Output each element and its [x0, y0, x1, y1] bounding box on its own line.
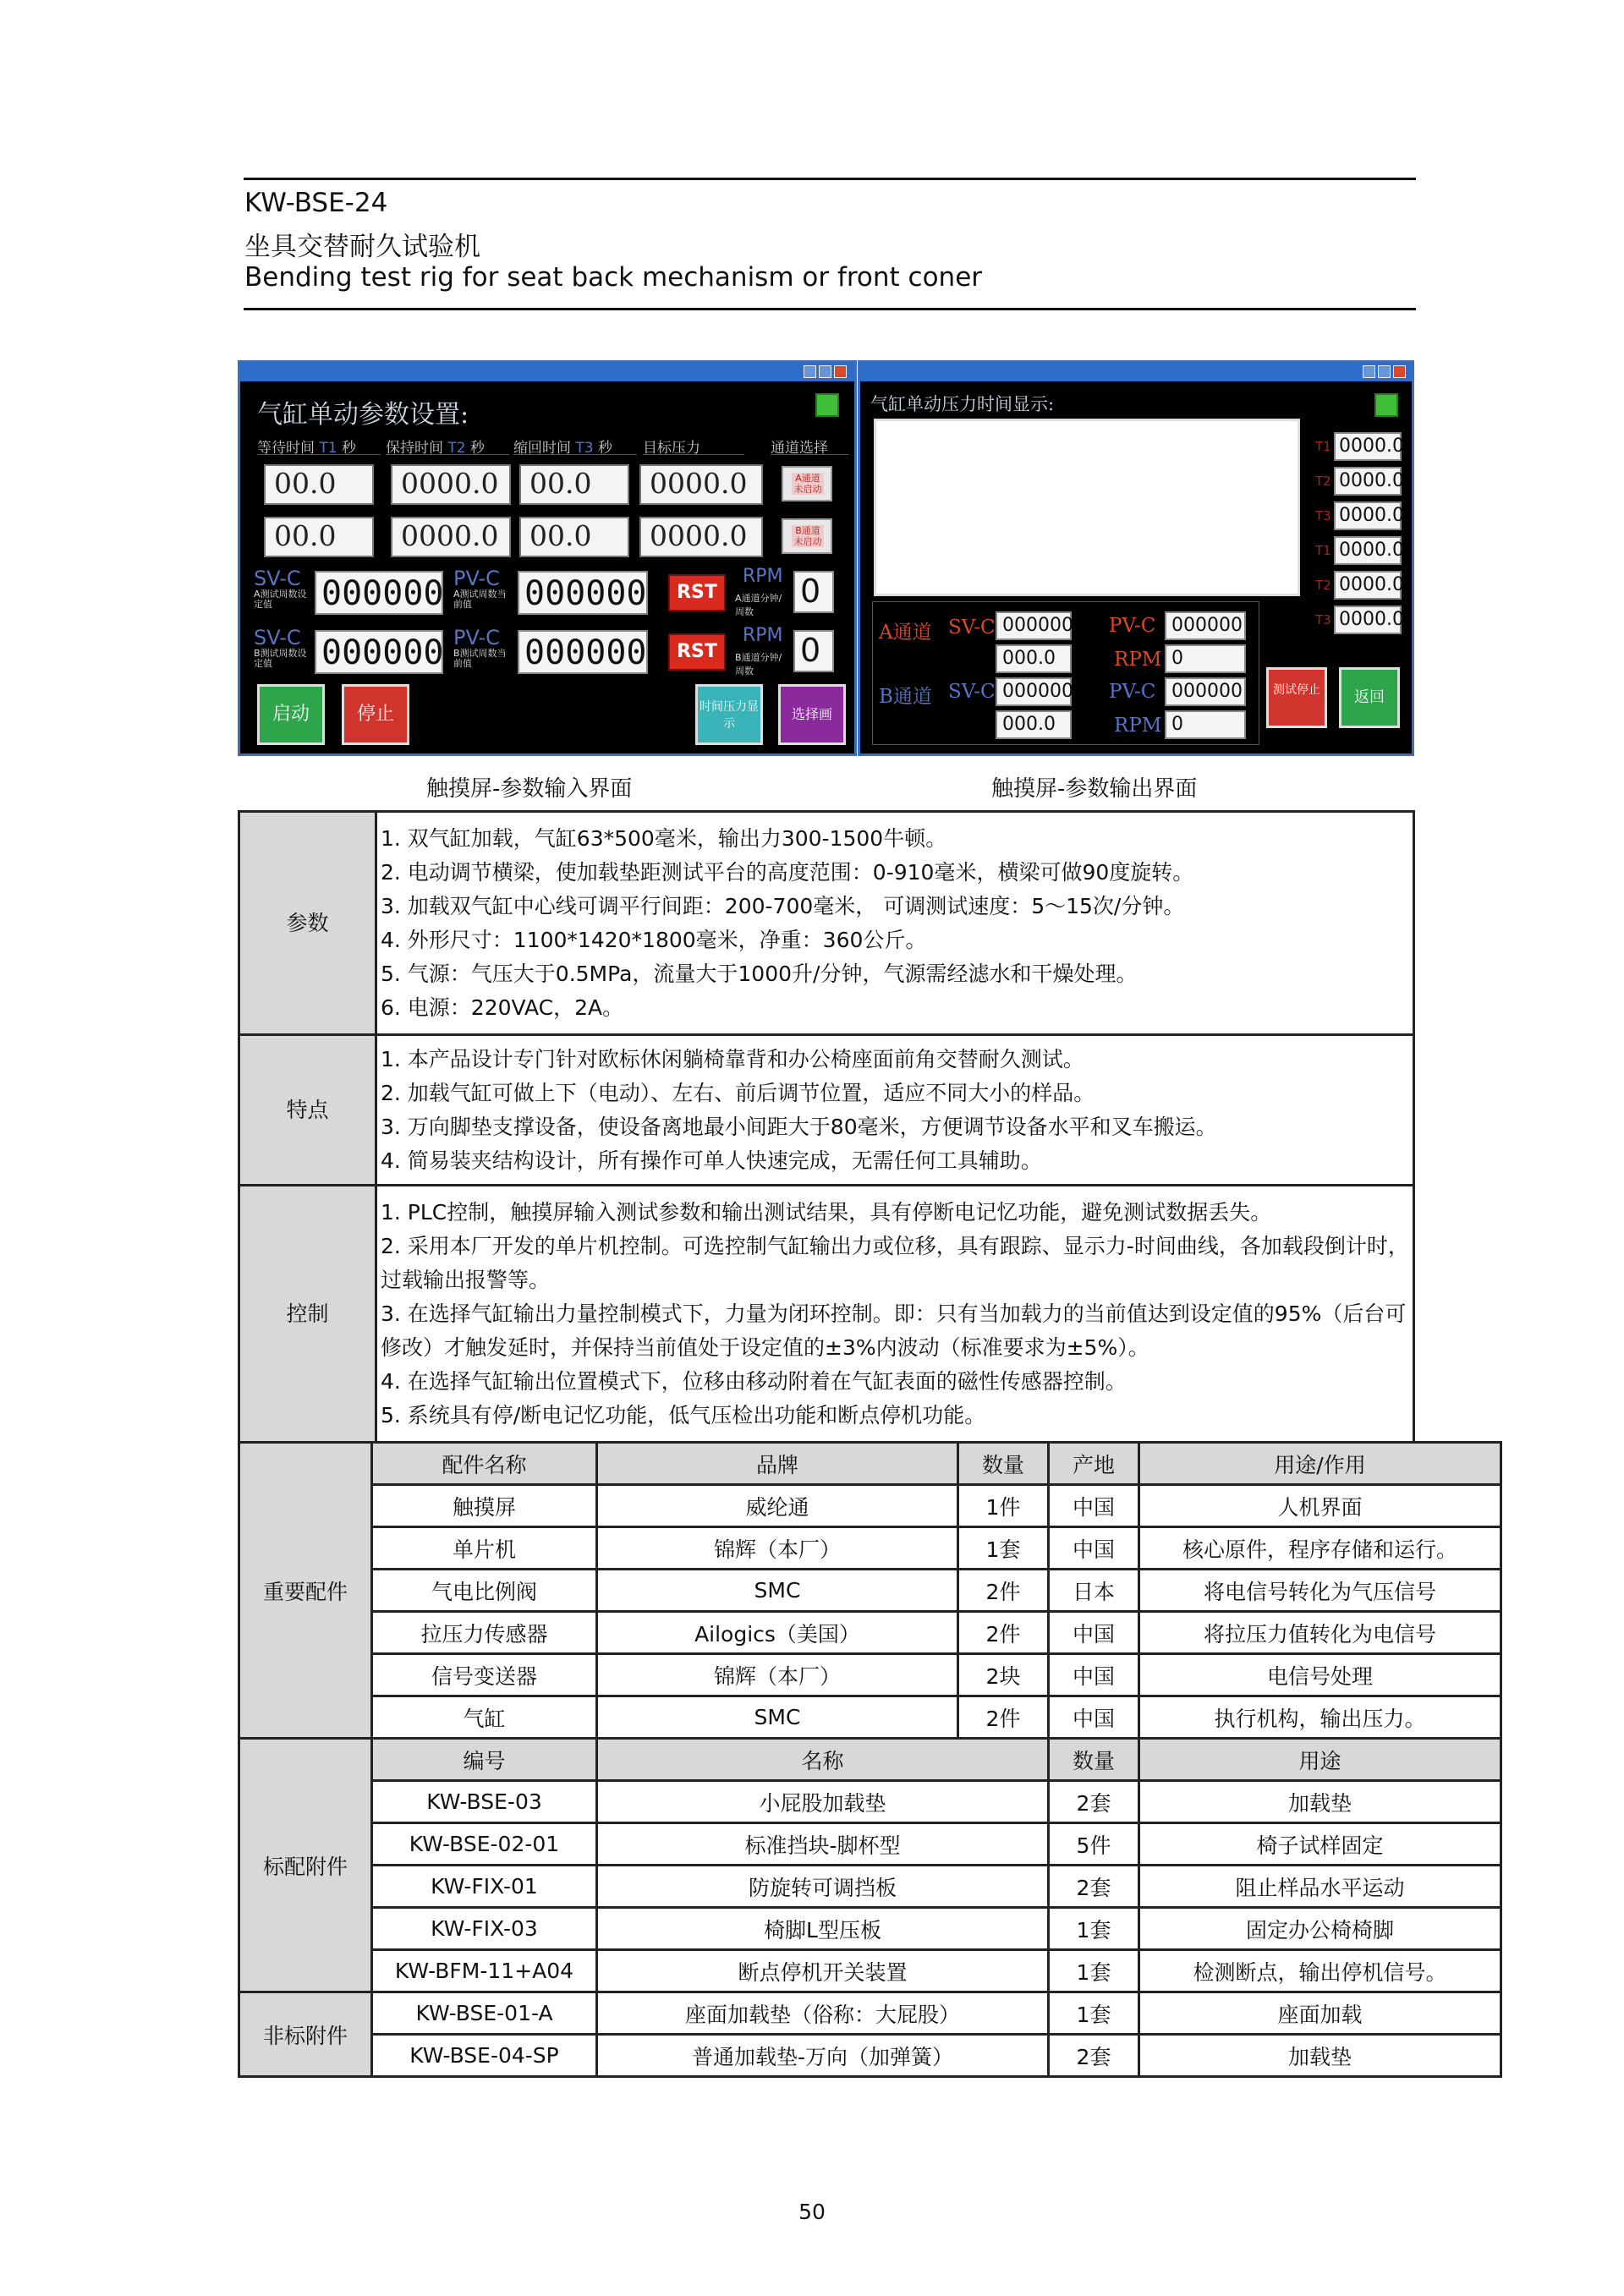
b-pvc-label: PV-C [453, 626, 500, 649]
model-number: KW-BSE-24 [244, 188, 388, 218]
a-pv-value: 000000 [1165, 611, 1246, 640]
a-sv-value: 000000 [996, 611, 1072, 640]
std-header-cell: 编号 [372, 1739, 597, 1781]
a-svc-label: SV-C [254, 567, 301, 590]
features-row [239, 1035, 1414, 1186]
control-line: 4. 在选择气缸输出位置模式下，位移由移动附着在气缸表面的磁性传感器控制。 [381, 1369, 1127, 1394]
header-bottom-rule [244, 308, 1416, 310]
a-svc-sub: A测试周数设定值 [254, 589, 307, 610]
wait-time-a-field[interactable]: 00.0 [264, 464, 374, 505]
a-reset-button[interactable]: RST [668, 574, 726, 611]
caption-input-screen: 触摸屏-参数输入界面 [426, 776, 633, 802]
table-cell: 触摸屏 [372, 1485, 597, 1527]
table-cell: 座面加载 [1139, 1992, 1501, 2035]
wait-time-b-field[interactable]: 00.0 [264, 517, 374, 557]
touchscreen-output-panel [858, 360, 1414, 756]
table-cell: 气缸 [372, 1696, 597, 1739]
param-line: 6. 电源：220VAC，2A。 [381, 995, 624, 1020]
table-cell: KW-FIX-03 [372, 1908, 597, 1950]
b-svc-label: SV-C [948, 681, 996, 703]
table-cell: KW-BSE-02-01 [372, 1823, 597, 1866]
status-indicator-icon [815, 393, 839, 417]
b-channel-label: B通道 [879, 686, 932, 708]
table-cell: 普通加载垫-万向（加弹簧） [597, 2035, 1049, 2077]
parts-header-cell: 数量 [958, 1443, 1049, 1485]
feature-line: 2. 加载气缸可做上下（电动）、左右、前后调节位置，适应不同大小的样品。 [381, 1080, 1095, 1105]
b-rpm-sub: B通道分钟/周数 [735, 652, 782, 677]
table-cell: 加载垫 [1139, 2035, 1501, 2077]
param-line: 5. 气源：气压大于0.5MPa，流量大于1000升/分钟，气源需经滤水和干燥处理。 [381, 961, 1138, 986]
close-icon[interactable] [834, 365, 847, 378]
std-header-cell: 用途 [1139, 1739, 1501, 1781]
channel-a-label: A通道未启动 [792, 473, 824, 495]
b-sv2-value: 000.0 [996, 710, 1072, 739]
table-cell: 2套 [1049, 1781, 1139, 1823]
side-value-3: 0000.0 [1334, 501, 1402, 530]
a-pvc-sub: A测试周数当前值 [453, 589, 507, 610]
nonstd-label: 非标附件 [239, 1992, 372, 2077]
table-cell: 锦辉（本厂） [597, 1527, 958, 1570]
a-rpm-value: 0 [1165, 644, 1246, 673]
channel-a-button[interactable] [782, 466, 832, 501]
b-pvc-label: PV-C [1109, 681, 1156, 703]
feature-line: 3. 万向脚垫支撑设备，使设备离地最小间距大于80毫米，方便调节设备水平和叉车搬运。 [381, 1114, 1217, 1139]
std-header-cell: 数量 [1049, 1739, 1139, 1781]
title-cn: 坐具交替耐久试验机 [244, 232, 480, 262]
table-cell: KW-FIX-01 [372, 1866, 597, 1908]
stop-button[interactable]: 停止 [342, 684, 409, 745]
table-cell: 1套 [958, 1527, 1049, 1570]
table-cell: 阻止样品水平运动 [1139, 1866, 1501, 1908]
table-cell: 日本 [1049, 1570, 1139, 1612]
col-head-hold: 保持时间 T2 秒 [386, 436, 509, 455]
control-line: 3. 在选择气缸输出力量控制模式下，力量为闭环控制。即：只有当加载力的当前值达到设定值的95%（后台可修改）才触发延时，并保持当前值处于设定值的±3%内波动（标准要求为±5%）。 [381, 1301, 1407, 1360]
table-cell: 威纶通 [597, 1485, 958, 1527]
b-reset-button[interactable]: RST [668, 633, 726, 671]
table-cell: 2件 [958, 1570, 1049, 1612]
test-stop-button[interactable]: 测试停止 [1266, 667, 1327, 728]
parts-label: 重要配件 [239, 1443, 372, 1739]
param-line: 1. 双气缸加载，气缸63*500毫米，输出力300-1500牛顿。 [381, 825, 947, 851]
table-cell: 1件 [958, 1485, 1049, 1527]
feature-line: 4. 简易装夹结构设计，所有操作可单人快速完成，无需任何工具辅助。 [381, 1148, 1042, 1173]
features-label: 特点 [239, 1035, 376, 1186]
table-cell: 信号变送器 [372, 1654, 597, 1696]
col-head-target: 目标压力 [643, 436, 744, 455]
col-head-retract: 缩回时间 T3 秒 [513, 436, 637, 455]
parts-header-cell: 品牌 [597, 1443, 958, 1485]
side-value-6: 0000.0 [1334, 606, 1402, 634]
a-svc-label: SV-C [948, 616, 996, 638]
table-cell: 气电比例阀 [372, 1570, 597, 1612]
table-row [239, 2035, 1501, 2077]
table-cell: 断点停机开关装置 [597, 1950, 1049, 1992]
table-cell: KW-BSE-01-A [372, 1992, 597, 2035]
panel-title: 气缸单动参数设置: [257, 400, 469, 430]
side-label-2: T2 [1315, 474, 1331, 489]
table-cell: 椅脚L型压板 [597, 1908, 1049, 1950]
parts-header-cell: 用途/作用 [1139, 1443, 1501, 1485]
table-cell: 人机界面 [1139, 1485, 1501, 1527]
feature-line: 1. 本产品设计专门针对欧标休闲躺椅靠背和办公椅座面前角交替耐久测试。 [381, 1046, 1084, 1071]
table-cell: 小屁股加载垫 [597, 1781, 1049, 1823]
a-rpm-label: RPM [1114, 649, 1162, 671]
select-screen-button[interactable]: 选择画 [778, 684, 846, 745]
maximize-icon[interactable] [1378, 365, 1391, 378]
table-cell: 中国 [1049, 1612, 1139, 1654]
table-cell: 中国 [1049, 1527, 1139, 1570]
side-label-3: T3 [1315, 508, 1331, 523]
b-sv-field[interactable]: 000000 [315, 630, 443, 674]
a-pvc-label: PV-C [453, 567, 500, 590]
back-button[interactable]: 返回 [1339, 667, 1400, 728]
table-cell: 电信号处理 [1139, 1654, 1501, 1696]
a-sv2-value: 000.0 [996, 644, 1072, 673]
table-cell: 椅子试样固定 [1139, 1823, 1501, 1866]
control-cell [376, 1186, 1414, 1444]
params-label: 参数 [239, 812, 376, 1035]
table-cell: 执行机构，输出压力。 [1139, 1696, 1501, 1739]
b-rpm-value: 0 [1165, 710, 1246, 739]
close-icon[interactable] [1393, 365, 1406, 378]
table-cell: 中国 [1049, 1696, 1139, 1739]
table-cell: 将拉压力值转化为电信号 [1139, 1612, 1501, 1654]
time-force-display-button[interactable]: 时间压力显示 [695, 684, 763, 745]
table-cell: KW-BSE-04-SP [372, 2035, 597, 2077]
table-cell: 核心原件，程序存储和运行。 [1139, 1527, 1501, 1570]
table-row [239, 1485, 1501, 1527]
table-cell: 中国 [1049, 1654, 1139, 1696]
caption-output-screen: 触摸屏-参数输出界面 [991, 776, 1198, 802]
b-rpm-label: RPM [1114, 715, 1162, 737]
table-row [239, 1612, 1501, 1654]
table-row [239, 1781, 1501, 1823]
table-cell: 标准挡块-脚杯型 [597, 1823, 1049, 1866]
table-cell: 防旋转可调挡板 [597, 1866, 1049, 1908]
hold-time-b-field[interactable]: 0000.0 [391, 517, 511, 557]
table-cell: 中国 [1049, 1485, 1139, 1527]
a-rpm-field: 0 [793, 571, 834, 613]
table-cell: 将电信号转化为气压信号 [1139, 1570, 1501, 1612]
col-head-channel: 通道选择 [771, 436, 848, 455]
table-row [239, 1866, 1501, 1908]
table-cell: 座面加载垫（俗称：大屁股） [597, 1992, 1049, 2035]
minimize-icon[interactable] [804, 365, 816, 378]
table-cell: 检测断点，输出停机信号。 [1139, 1950, 1501, 1992]
control-label: 控制 [239, 1186, 376, 1444]
features-cell [376, 1035, 1414, 1186]
a-sv-field[interactable]: 000000 [315, 571, 443, 615]
table-row [239, 1570, 1501, 1612]
table-cell: 1套 [1049, 1950, 1139, 1992]
param-line: 2. 电动调节横梁，使加载垫距测试平台的高度范围：0-910毫米，横梁可做90度旋转。 [381, 859, 1194, 885]
control-line: 2. 采用本厂开发的单片机控制。可选控制气缸输出力或位移，具有跟踪、显示力-时间曲线，各加载段倒计时，过载输出报警等。 [381, 1234, 1409, 1292]
status-indicator-icon [1374, 393, 1398, 417]
pressure-time-graph [874, 419, 1300, 596]
table-row [239, 1696, 1501, 1739]
a-channel-label: A通道 [879, 622, 932, 644]
table-row [239, 1992, 1501, 2035]
table-cell: 5件 [1049, 1823, 1139, 1866]
side-label-5: T2 [1315, 578, 1331, 593]
table-cell: 加载垫 [1139, 1781, 1501, 1823]
side-value-4: 0000.0 [1334, 536, 1402, 565]
header-top-rule [244, 178, 1416, 180]
std-header-cell: 名称 [597, 1739, 1049, 1781]
b-rpm-label: RPM [743, 625, 783, 646]
table-cell: Ailogics（美国） [597, 1612, 958, 1654]
table-cell: KW-BSE-03 [372, 1781, 597, 1823]
side-value-1: 0000.0 [1334, 432, 1402, 461]
parts-header-row [239, 1443, 1501, 1485]
a-pv-field: 000000 [518, 571, 648, 615]
page-number: 50 [798, 2200, 826, 2224]
control-row [239, 1186, 1414, 1444]
touchscreen-input-panel [238, 360, 857, 756]
window-titlebar [240, 363, 854, 381]
side-value-2: 0000.0 [1334, 467, 1402, 496]
control-line: 1. PLC控制，触摸屏输入测试参数和输出测试结果，具有停断电记忆功能，避免测试数据丢失。 [381, 1200, 1272, 1225]
panel-title: 气缸单动压力时间显示: [870, 394, 1055, 414]
b-svc-label: SV-C [254, 626, 301, 649]
table-cell: 2套 [1049, 2035, 1139, 2077]
target-force-a-field[interactable]: 0000.0 [639, 464, 763, 505]
table-row [239, 1654, 1501, 1696]
col-head-wait: 等待时间 T1 秒 [257, 436, 381, 455]
side-value-5: 0000.0 [1334, 571, 1402, 600]
maximize-icon[interactable] [819, 365, 831, 378]
b-svc-sub: B测试周数设定值 [254, 648, 307, 669]
a-rpm-sub: A通道分钟/周数 [735, 593, 782, 617]
minimize-icon[interactable] [1363, 365, 1375, 378]
control-line: 5. 系统具有停/断电记忆功能，低气压检出功能和断点停机功能。 [381, 1403, 986, 1427]
window-titlebar [860, 363, 1412, 381]
parts-header-cell: 产地 [1049, 1443, 1139, 1485]
table-cell: 2块 [958, 1654, 1049, 1696]
b-pv-value: 000000 [1165, 677, 1246, 706]
std-header-row [239, 1739, 1501, 1781]
params-row [239, 812, 1414, 1035]
table-row [239, 1908, 1501, 1950]
table-cell: 2件 [958, 1612, 1049, 1654]
table-cell: 1套 [1049, 1908, 1139, 1950]
start-button[interactable]: 启动 [257, 684, 325, 745]
a-pvc-label: PV-C [1109, 615, 1156, 637]
table-cell: 1套 [1049, 1992, 1139, 2035]
table-row [239, 1823, 1501, 1866]
table-cell: 2套 [1049, 1866, 1139, 1908]
channel-b-label: B通道未启动 [792, 525, 824, 547]
parts-header-cell: 配件名称 [372, 1443, 597, 1485]
table-cell: SMC [597, 1570, 958, 1612]
channel-b-button[interactable] [782, 518, 832, 554]
table-row [239, 1950, 1501, 1992]
hold-time-a-field[interactable]: 0000.0 [391, 464, 511, 505]
table-cell: 单片机 [372, 1527, 597, 1570]
params-cell [376, 812, 1414, 1035]
side-label-6: T3 [1315, 612, 1331, 627]
std-label: 标配附件 [239, 1739, 372, 1992]
side-label-1: T1 [1315, 439, 1331, 454]
table-cell: 2件 [958, 1696, 1049, 1739]
table-cell: 拉压力传感器 [372, 1612, 597, 1654]
param-line: 4. 外形尺寸：1100*1420*1800毫米，净重：360公斤。 [381, 927, 927, 952]
table-cell: SMC [597, 1696, 958, 1739]
b-pv-field: 000000 [518, 630, 648, 674]
title-en: Bending test rig for seat back mechanism or front coner [244, 262, 983, 293]
b-rpm-field: 0 [793, 630, 834, 672]
retract-time-b-field[interactable]: 00.0 [519, 517, 629, 557]
table-cell: 固定办公椅椅脚 [1139, 1908, 1501, 1950]
table-cell: 锦辉（本厂） [597, 1654, 958, 1696]
b-pvc-sub: B测试周数当前值 [453, 648, 507, 669]
spec-table [238, 810, 1415, 1444]
param-line: 3. 加载双气缸中心线可调平行间距：200-700毫米， 可调测试速度：5～15次/分钟。 [381, 893, 1185, 918]
target-force-b-field[interactable]: 0000.0 [639, 517, 763, 557]
a-rpm-label: RPM [743, 566, 783, 587]
table-cell: KW-BFM-11+A04 [372, 1950, 597, 1992]
side-label-4: T1 [1315, 543, 1331, 558]
table-row [239, 1527, 1501, 1570]
b-sv-value: 000000 [996, 677, 1072, 706]
retract-time-a-field[interactable]: 00.0 [519, 464, 629, 505]
accessories-table [238, 1441, 1502, 2078]
